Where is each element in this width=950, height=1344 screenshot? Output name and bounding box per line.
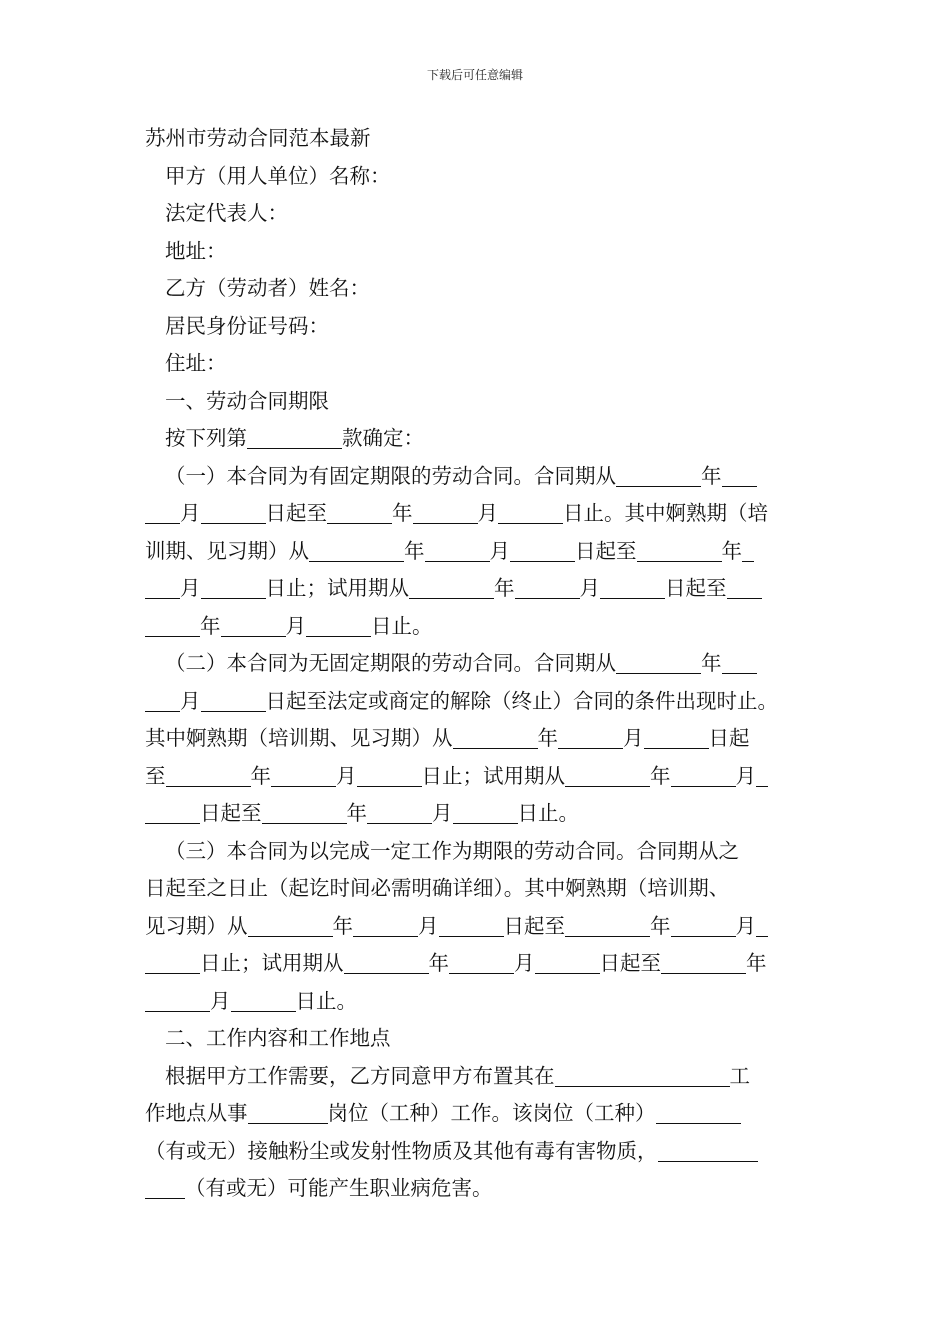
open-term-line-3: 其中婀熟期（培训期、见习期）从 年 月 日起 bbox=[145, 726, 750, 750]
blank-line bbox=[357, 764, 422, 787]
blank-line bbox=[449, 951, 514, 974]
party-a-name-field: 甲方（用人单位）名称： bbox=[165, 163, 391, 188]
blank-line bbox=[271, 764, 336, 787]
contract-document bbox=[145, 120, 810, 1208]
section2-heading: 二、工作内容和工作地点 bbox=[165, 1026, 391, 1050]
blank-line bbox=[558, 726, 623, 749]
open-term-line-5: 日起至 年 月 日止。 bbox=[145, 795, 810, 833]
blank-line bbox=[248, 1101, 328, 1124]
blank-line bbox=[453, 726, 538, 749]
blank-line bbox=[722, 464, 757, 487]
blank-line bbox=[145, 1176, 185, 1199]
blank-line bbox=[498, 501, 563, 524]
open-term-line-4: 至 年 月 日止；试用期从 年 月 bbox=[145, 758, 810, 796]
blank-line bbox=[658, 1139, 758, 1162]
blank-line bbox=[145, 801, 200, 824]
blank-line bbox=[344, 951, 429, 974]
fixed-term-line-2: 月 日起至 年 月 日止。其中婀熟期（培 bbox=[145, 495, 810, 533]
blank-line bbox=[306, 614, 371, 637]
blank-line bbox=[616, 464, 701, 487]
blank-line bbox=[409, 576, 494, 599]
fixed-term-line-3: 训期、见习期）从 年 月 日起至 年 bbox=[145, 533, 810, 571]
blank-line bbox=[637, 539, 722, 562]
blank-line bbox=[201, 501, 266, 524]
blank-line bbox=[145, 951, 200, 974]
blank-line bbox=[145, 614, 200, 637]
blank-line bbox=[247, 426, 342, 449]
blank-line bbox=[535, 951, 600, 974]
document-title: 苏州市劳动合同范本最新 bbox=[145, 126, 371, 150]
blank-line bbox=[644, 726, 709, 749]
blank-line bbox=[671, 764, 736, 787]
task-term-line-4: 日止；试用期从 年 月 日起至 年 bbox=[145, 945, 810, 983]
address-field: 地址： bbox=[165, 238, 227, 263]
blank-line bbox=[555, 1064, 730, 1087]
id-number-field: 居民身份证号码： bbox=[165, 313, 329, 338]
work-line-2: 作地点从事 岗位（工种）工作。该岗位（工种） bbox=[145, 1095, 810, 1133]
task-term-line-5: 月 日止。 bbox=[145, 983, 810, 1021]
blank-line bbox=[565, 764, 650, 787]
party-b-name-field: 乙方（劳动者）姓名： bbox=[165, 276, 370, 300]
section1-heading: 一、劳动合同期限 bbox=[165, 388, 329, 413]
blank-line bbox=[515, 576, 580, 599]
blank-line bbox=[231, 989, 296, 1012]
blank-line bbox=[145, 501, 180, 524]
blank-line bbox=[727, 576, 762, 599]
blank-line bbox=[166, 764, 251, 787]
task-term-line-3: 见习期）从 年 月 日起至 年 月 bbox=[145, 908, 810, 946]
blank-line bbox=[756, 764, 768, 787]
blank-line bbox=[145, 989, 210, 1012]
work-line-1: 根据甲方工作需要，乙方同意甲方布置其在 工 bbox=[165, 1063, 750, 1088]
blank-line bbox=[565, 914, 650, 937]
blank-line bbox=[262, 801, 347, 824]
blank-line bbox=[600, 576, 665, 599]
blank-line bbox=[510, 539, 575, 562]
residence-field: 住址： bbox=[165, 351, 227, 375]
task-term-line-1: （三）本合同为以完成一定工作为期限的劳动合同。合同期从之 bbox=[165, 838, 739, 863]
clause-select-line: 按下列第 款确定： bbox=[165, 426, 424, 450]
fixed-term-line-4: 月 日止；试用期从 年 月 日起至 bbox=[145, 570, 810, 608]
blank-line bbox=[671, 914, 736, 937]
blank-line bbox=[201, 689, 266, 712]
fixed-term-line-1: （一）本合同为有固定期限的劳动合同。合同期从 年 bbox=[145, 458, 810, 496]
blank-line bbox=[425, 539, 490, 562]
blank-line bbox=[201, 576, 266, 599]
blank-line bbox=[353, 914, 418, 937]
open-term-line-2: 月 日起至法定或商定的解除（终止）合同的条件出现时止。 bbox=[145, 683, 810, 721]
blank-line bbox=[221, 614, 286, 637]
blank-line bbox=[453, 801, 518, 824]
blank-line bbox=[439, 914, 504, 937]
blank-line bbox=[367, 801, 432, 824]
blank-line bbox=[661, 951, 746, 974]
task-term-line-2: 日起至之日止（起讫时间必需明确详细）。其中婀熟期（培训期、 bbox=[145, 876, 730, 900]
blank-line bbox=[616, 651, 701, 674]
blank-line bbox=[722, 651, 757, 674]
blank-line bbox=[309, 539, 404, 562]
page-header-note: 下载后可任意编辑 bbox=[426, 68, 523, 82]
blank-line bbox=[756, 914, 768, 937]
legal-representative-field: 法定代表人： bbox=[165, 201, 288, 225]
blank-line bbox=[248, 914, 333, 937]
blank-line bbox=[656, 1101, 741, 1124]
blank-line bbox=[145, 576, 180, 599]
fixed-term-line-5: 年 月 日止。 bbox=[145, 608, 810, 646]
work-line-3: （有或无）接触粉尘或发射性物质及其他有毒有害物质， bbox=[145, 1133, 810, 1171]
blank-line bbox=[145, 689, 180, 712]
blank-line bbox=[327, 501, 392, 524]
blank-line bbox=[413, 501, 478, 524]
open-term-line-1: （二）本合同为无固定期限的劳动合同。合同期从 年 bbox=[145, 645, 810, 683]
blank-line bbox=[742, 539, 754, 562]
work-line-4: （有或无）可能产生职业病危害。 bbox=[145, 1170, 810, 1208]
